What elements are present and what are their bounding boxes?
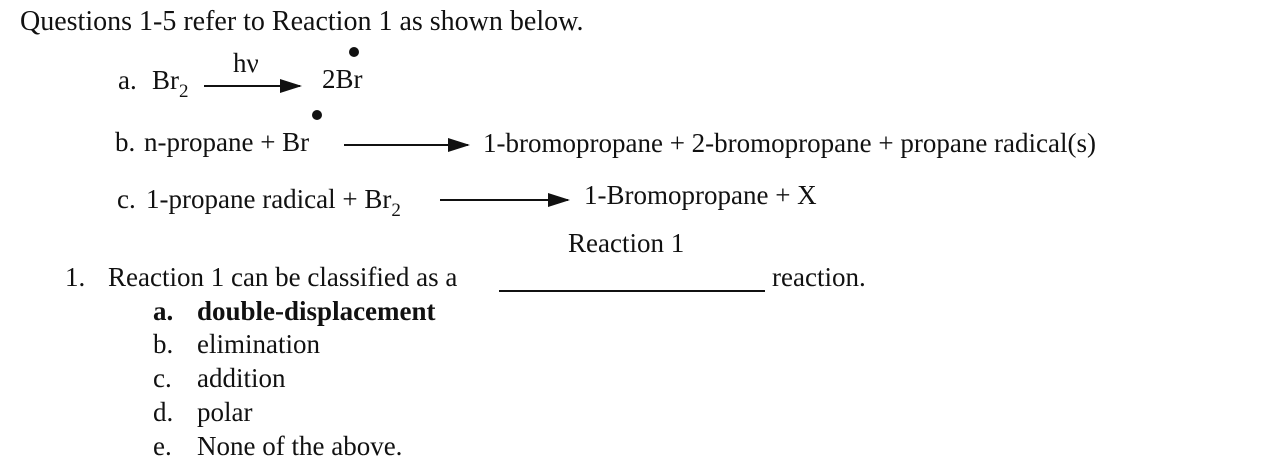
step-a-label: a.: [118, 65, 137, 95]
intro-text: Questions 1-5 refer to Reaction 1 as shown below.: [20, 6, 584, 37]
option-c-text: addition: [197, 363, 286, 393]
step-b-product: 1-bromopropane + 2-bromopropane + propane radical(s): [483, 128, 1096, 158]
option-a-letter: a.: [153, 296, 174, 326]
answer-blank: [499, 290, 765, 292]
step-c-arrow-icon: [440, 199, 568, 201]
step-a-product: 2Br: [322, 64, 363, 94]
reaction-caption: Reaction 1: [568, 228, 685, 258]
option-b-letter: b.: [153, 329, 174, 359]
step-c-reactant: [146, 184, 401, 221]
step-c-product: 1-Bromopropane + X: [584, 180, 817, 210]
option-e-text: None of the above.: [197, 431, 403, 461]
question-number: 1.: [65, 262, 86, 292]
option-d-letter: d.: [153, 397, 174, 427]
step-b-radical-dot-icon: [312, 110, 322, 120]
step-b-reactant: n-propane + Br: [144, 127, 310, 157]
question-stem-end: reaction.: [772, 262, 866, 292]
step-a-reactant-text: Br: [152, 65, 179, 95]
step-a-radical-dot-icon: [349, 47, 359, 57]
option-b-text: elimination: [197, 329, 320, 359]
step-c-label: c.: [117, 184, 136, 214]
step-c-reactant-sub: 2: [391, 200, 401, 221]
step-a-arrow-icon: [204, 85, 300, 87]
step-b-arrow-icon: [344, 144, 468, 146]
question-stem: Reaction 1 can be classified as a: [108, 262, 458, 292]
step-c-reactant-text: 1-propane radical + Br: [146, 184, 392, 214]
option-d-text: polar: [197, 397, 253, 427]
option-e-letter: e.: [153, 431, 172, 461]
option-a-text: double-displacement: [197, 296, 436, 326]
step-a-reactant: [152, 65, 189, 102]
step-a-reactant-sub: 2: [179, 81, 189, 102]
option-c-letter: c.: [153, 363, 172, 393]
step-a-condition: hν: [233, 48, 259, 78]
step-b-label: b.: [115, 127, 136, 157]
